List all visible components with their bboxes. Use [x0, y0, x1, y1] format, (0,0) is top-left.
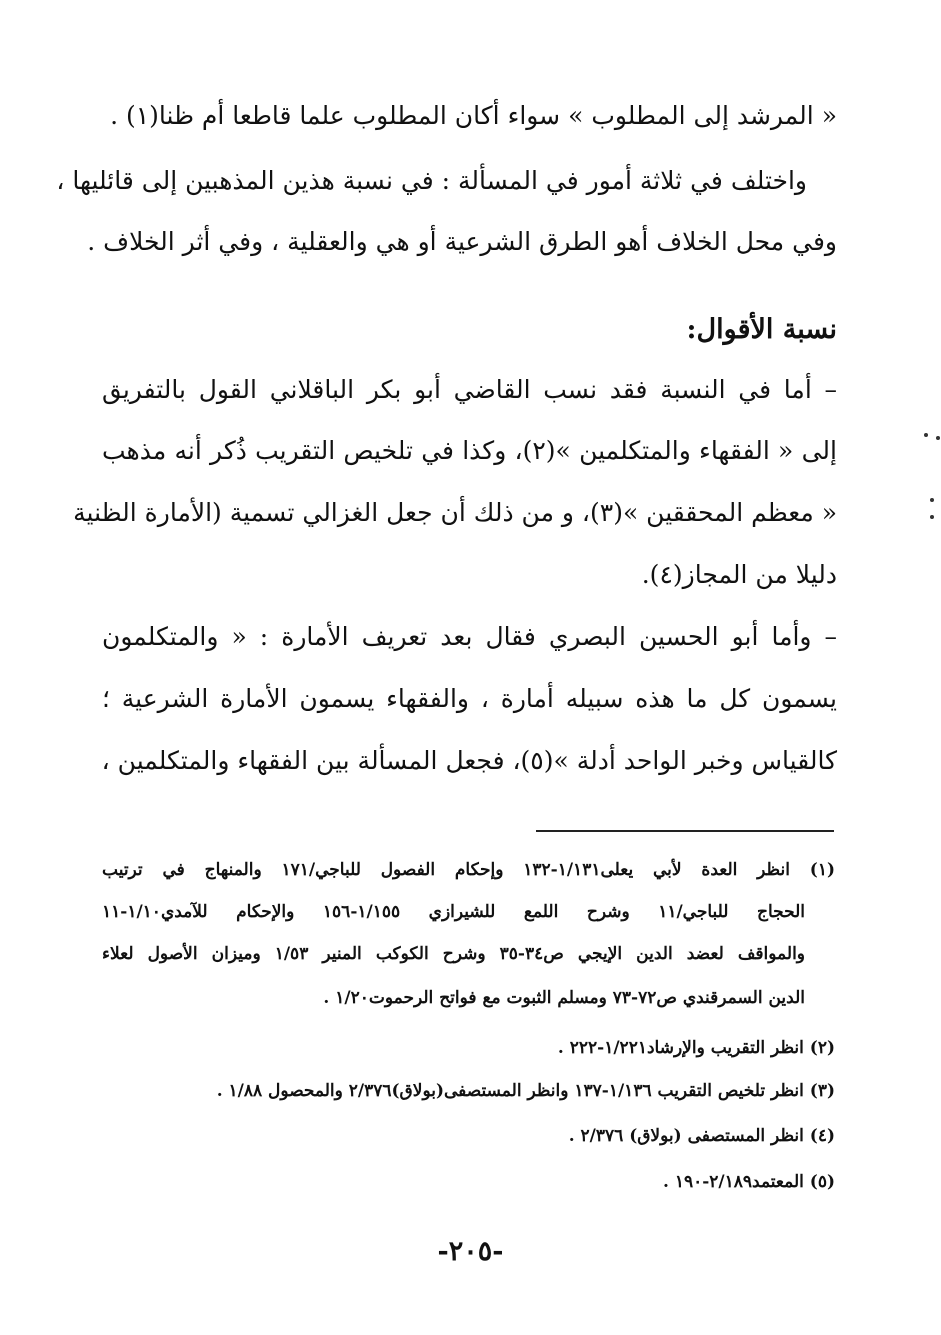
footnote-line-7: (٤) انظر المستصفى (بولاق) ٢/٣٧٦ . — [568, 1126, 835, 1146]
footnote-line-2: الحجاج للباجي/١١ وشرح اللمع للشيرازي ١/١٥٥-١٥٦ والإحكام للآمدي١/١٠-١١ — [102, 902, 805, 922]
body-line-5: إلى « الفقهاء والمتكلمين »(٢)، وكذا في تلخيص التقريب ذُكر أنه مذهب — [102, 436, 837, 465]
scan-mark — [930, 515, 934, 519]
footnote-line-5: (٢) انظر التقريب والإرشاد١/٢٢١-٢٢٢ . — [557, 1038, 835, 1058]
footnote-line-8: (٥) المعتمد٢/١٨٩-١٩٠ . — [662, 1172, 835, 1192]
body-line-10: كالقياس وخبر الواحد أدلة »(٥)، فجعل المسألة بين الفقهاء والمتكلمين ، — [101, 746, 837, 775]
body-line-1: « المرشد إلى المطلوب » سواء أكان المطلوب علما قاطعا أم ظنا(١) . — [110, 101, 837, 130]
footnote-line-1: (١) انظر العدة لأبي يعلى١/١٣١-١٣٢ وإحكام الفصول للباجي/١٧١ والمنهاج في ترتيب — [102, 860, 835, 880]
body-line-2: واختلف في ثلاثة أمور في المسألة : في نسبة هذين المذهبين إلى قائليها ، — [56, 166, 807, 195]
body-line-3: وفي محل الخلاف أهو الطرق الشرعية أو هي والعقلية ، وفي أثر الخلاف . — [87, 227, 837, 256]
page-number: -٢٠٥- — [437, 1236, 504, 1267]
body-line-6: « معظم المحققين »(٣)، و من ذلك أن جعل الغزالي تسمية (الأمارة الظنية — [73, 498, 837, 527]
body-line-8: – وأما أبو الحسين البصري فقال بعد تعريف الأمارة : « والمتكلمون — [102, 622, 837, 651]
body-line-4: – أما في النسبة فقد نسب القاضي أبو بكر الباقلاني القول بالتفريق — [102, 375, 837, 404]
footnote-separator — [536, 830, 834, 832]
scan-mark — [930, 498, 934, 502]
footnote-line-4: الدين السمرقندي ص٧٢-٧٣ ومسلم الثبوت مع فواتح الرحموت١/٢٠ . — [323, 988, 805, 1008]
scan-mark — [936, 436, 940, 440]
footnote-line-3: والمواقف لعضد الدين الإيجي ص٣٤-٣٥ وشرح الكوكب المنير ١/٥٣ وميزان الأصول لعلاء — [102, 944, 805, 964]
footnote-line-6: (٣) انظر تلخيص التقريب ١/١٣٦-١٣٧ وانظر المستصفى(بولاق)٢/٣٧٦ والمحصول ١/٨٨ . — [216, 1081, 835, 1101]
section-heading: نسبة الأقوال: — [686, 314, 837, 345]
body-line-7: دليلا من المجاز(٤). — [641, 560, 837, 589]
body-line-9: يسمون كل ما هذه سبيله أمارة ، والفقهاء يسمون الأمارة الشرعية ؛ — [102, 684, 837, 713]
scan-mark — [924, 433, 928, 437]
